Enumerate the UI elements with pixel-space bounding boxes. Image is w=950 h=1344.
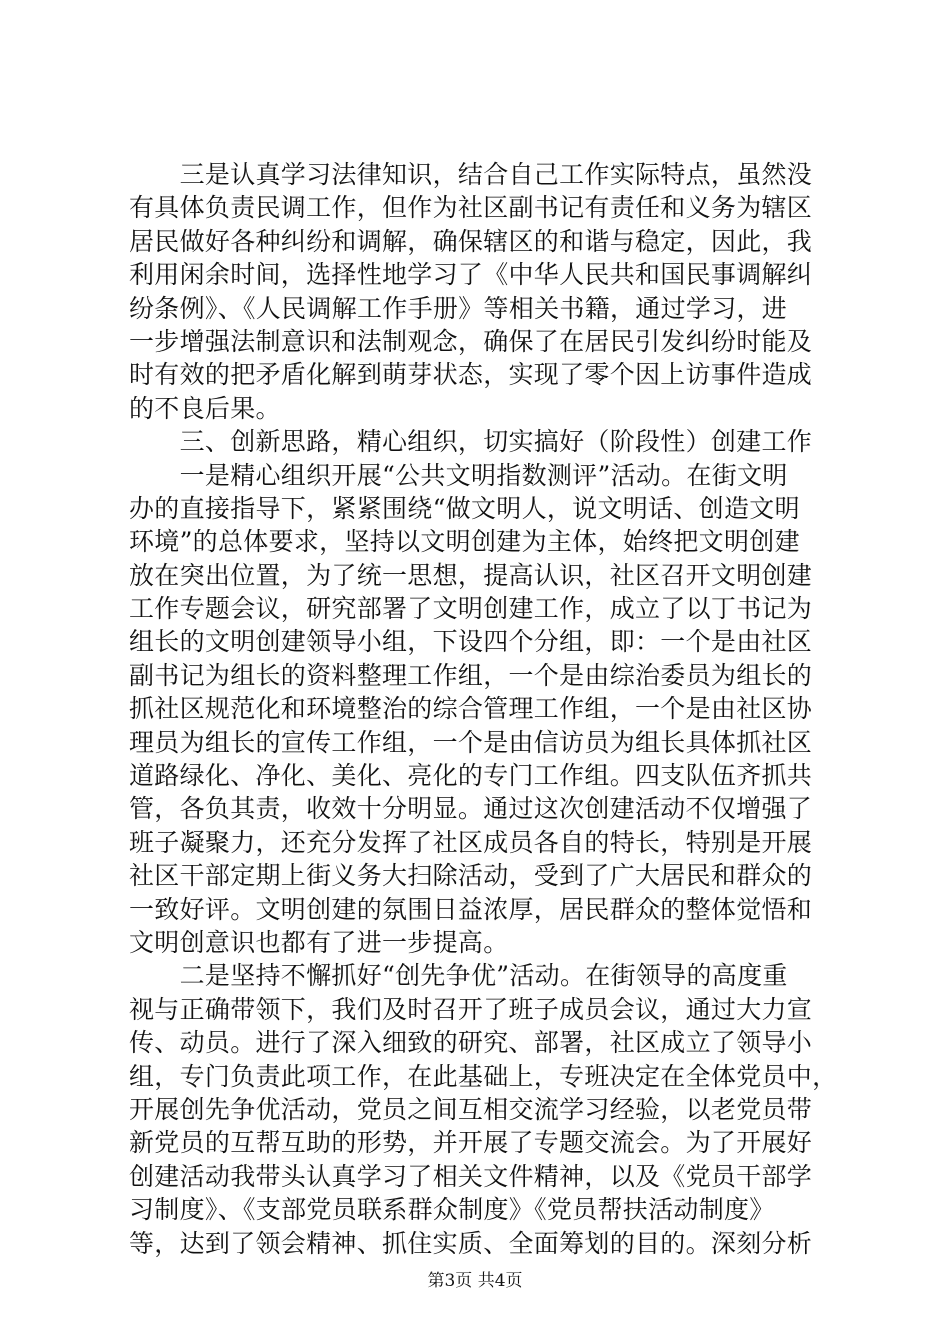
text-line: 有具体负责民调工作，但作为社区副书记有责任和义务为辖区 [129,193,813,223]
text-line: 纷条例》、《人民调解工作手册》等相关书籍，通过学习，进 [129,293,788,323]
text-line: 一步增强法制意识和法制观念，确保了在居民引发纠纷时能及 [129,326,813,356]
text-line: 道路绿化、净化、美化、亮化的专门工作组。四支队伍齐抓共 [129,761,813,791]
text-line: 放在突出位置，为了统一思想，提高认识，社区召开文明创建 [129,560,813,590]
text-line: 的不良后果。 [129,393,281,423]
text-line: 社区干部定期上街义务大扫除活动，受到了广大居民和群众的 [129,861,813,891]
text-line: 新党员的互帮互助的形势，并开展了专题交流会。为了开展好 [129,1128,813,1158]
text-line: 班子凝聚力，还充分发挥了社区成员各自的特长，特别是开展 [129,827,813,857]
text-line: 办的直接指导下，紧紧围绕“做文明人，说文明话、创造文明 [129,493,800,523]
text-line: 视与正确带领下，我们及时召开了班子成员会议，通过大力宣 [129,994,813,1024]
document-body [129,158,838,1260]
text-line: 组长的文明创建领导小组，下设四个分组，即：一个是由社区 [129,627,813,657]
text-line: 理员为组长的宣传工作组，一个是由信访员为组长具体抓社区 [129,727,813,757]
text-line: 居民做好各种纠纷和调解，确保辖区的和谐与稳定，因此，我 [129,226,813,256]
section-heading: 三、创新思路，精心组织，切实搞好（阶段性）创建工作 [129,427,813,457]
text-line: 抓社区规范化和环境整治的综合管理工作组，一个是由社区协 [129,694,813,724]
text-line: 创建活动我带头认真学习了相关文件精神，以及《党员干部学 [129,1161,813,1191]
text-line: 时有效的把矛盾化解到萌芽状态，实现了零个因上访事件造成 [129,360,813,390]
text-line: 组，专门负责此项工作，在此基础上，专班决定在全体党员中， [129,1061,838,1091]
text-line: 三是认真学习法律知识，结合自己工作实际特点，虽然没 [129,160,813,189]
text-line: 文明创意识也都有了进一步提高。 [129,927,509,957]
text-line: 一是精心组织开展“公共文明指数测评”活动。在街文明 [129,460,788,490]
text-line: 二是坚持不懈抓好“创先争优”活动。在街领导的高度重 [129,961,788,991]
text-line: 一致好评。文明创建的氛围日益浓厚，居民群众的整体觉悟和 [129,894,813,924]
page-number-footer: 第3页 共4页 [427,1271,523,1291]
text-line: 管，各负其责，收效十分明显。通过这次创建活动不仅增强了 [129,794,813,824]
text-line: 副书记为组长的资料整理工作组，一个是由综治委员为组长的 [129,660,813,690]
text-line: 传、动员。进行了深入细致的研究、部署，社区成立了领导小 [129,1028,813,1058]
text-line: 利用闲余时间，选择性地学习了《中华人民共和国民事调解纠 [129,260,813,290]
text-line: 开展创先争优活动，党员之间互相交流学习经验，以老党员带 [129,1094,813,1124]
text-line: 等，达到了领会精神、抓住实质、全面筹划的目的。深刻分析 [129,1228,813,1258]
text-line: 环境”的总体要求，坚持以文明创建为主体，始终把文明创建 [129,527,800,557]
text-line: 习制度》、《支部党员联系群众制度》《党员帮扶活动制度》 [129,1195,775,1225]
text-line: 工作专题会议，研究部署了文明创建工作，成立了以丁书记为 [129,594,813,624]
